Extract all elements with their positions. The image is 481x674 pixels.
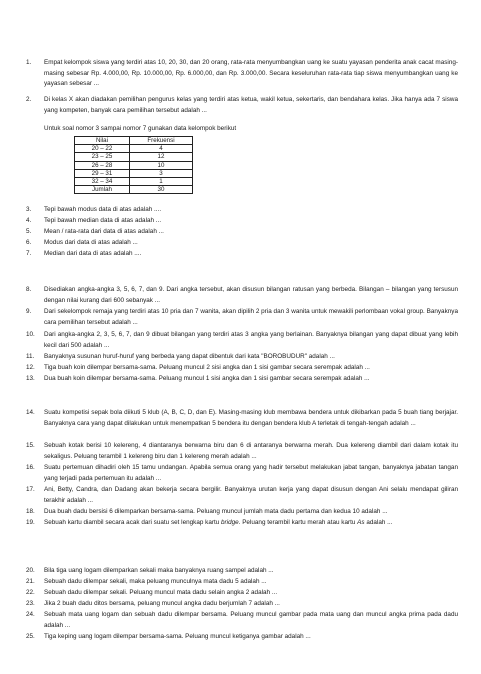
question-9 [26, 307, 458, 328]
question-number: 2. [26, 96, 32, 103]
question-text: Bila tiga uang logam dilemparkan sekali maka banyaknya ruang sampel adalah ... [44, 567, 274, 574]
table-header-row [75, 137, 193, 145]
question-6 [26, 238, 458, 249]
table-header: Nilai [75, 137, 130, 145]
question-13 [26, 374, 458, 385]
question-text: Dari angka-angka 2, 3, 5, 6, 7, dan 9 dibuat bilangan yang terdiri atas 3 angka yang berlainan. Banyaknya bilangan yang dapat dibuat yang lebih kecil dari 500 adalah ... [44, 331, 458, 349]
question-text-part: adalah ... [366, 519, 393, 526]
question-text: Jika 2 buah dadu ditos bersama, peluang muncul angka dadu berjumlah 7 adalah ... [44, 600, 280, 607]
table-cell: 4 [130, 145, 193, 153]
question-number: 1. [26, 59, 32, 66]
question-number: 7. [26, 250, 32, 257]
question-2 [26, 95, 458, 116]
question-text: Suatu pertemuan dihadiri oleh 15 tamu undangan. Apabila semua orang yang hadir tersebut melakukan jabat tangan, banyaknya jabatan tangan yang terjadi pada pertemuan itu adalah ... [44, 464, 458, 482]
question-number: 4. [26, 217, 32, 224]
table-row [75, 145, 193, 153]
question-number: 5. [26, 228, 32, 235]
table-row [75, 161, 193, 169]
question-19 [26, 518, 458, 529]
question-text: Tepi bawah median data di atas adalah ... [44, 217, 162, 224]
question-number: 14. [26, 409, 35, 416]
question-number: 3. [26, 206, 32, 213]
question-12 [26, 363, 458, 374]
table-total-row [75, 186, 193, 194]
question-text-italic: As [357, 519, 365, 526]
question-1 [26, 58, 458, 90]
question-text: Tiga buah koin dilempar bersama-sama. Peluang muncul 2 sisi angka dan 1 sisi gambar secara serempak adalah ... [44, 364, 370, 371]
table-cell: 3 [130, 169, 193, 177]
table-header: Frekuensi [130, 137, 193, 145]
question-text: Dari sekelompok remaja yang terdiri atas 10 pria dan 7 wanita, akan dipilih 2 pria dan 3 wanita untuk mewakili perlombaan vokal group. Banyaknya cara pemilihan tersebut adalah ... [44, 308, 458, 326]
question-text: Tepi bawah modus data di atas adalah .... [44, 206, 162, 213]
question-text: Di kelas X akan diadakan pemilihan pengurus kelas yang terdiri atas ketua, wakil ketua, sekertaris, dan bendahara kelas. Jika hanya ada 7 siswa yang kompeten, banyak cara pemilihan tersebut adalah ... [44, 96, 458, 114]
question-4 [26, 216, 458, 227]
question-23 [26, 599, 458, 610]
question-number: 12. [26, 364, 35, 371]
question-3 [26, 205, 458, 216]
question-number: 22. [26, 589, 35, 596]
question-text-part: . Peluang terambil kartu merah atau kartu [238, 519, 356, 526]
question-number: 11. [26, 353, 35, 360]
question-number: 15. [26, 442, 35, 449]
question-16 [26, 463, 458, 484]
question-number: 8. [26, 286, 32, 293]
question-number: 16. [26, 464, 35, 471]
question-number: 13. [26, 375, 35, 382]
question-21 [26, 577, 458, 588]
question-25 [26, 632, 458, 643]
question-17 [26, 485, 458, 506]
question-text: Disediakan angka-angka 3, 5, 6, 7, dan 9. Dari angka tersebut, akan disusun bilangan ratusan yang berbeda. Bilangan – bilangan yang tersusun dengan nilai kurang dari 600 sebanyak ... [44, 286, 458, 304]
question-text: Mean / rata-rata dari data di atas adalah ... [44, 228, 164, 235]
table-row [75, 169, 193, 177]
question-text: Ani, Betty, Candra, dan Dadang akan bekerja secara bergilir. Banyaknya urutan kerja yang dapat disusun dengan Ani selalu mendapat giliran terakhir adalah ... [44, 486, 458, 504]
question-number: 19. [26, 519, 35, 526]
question-number: 20. [26, 567, 35, 574]
question-15 [26, 441, 458, 462]
question-7 [26, 249, 458, 260]
question-text: Median dari data di atas adalah .... [44, 250, 142, 257]
table-cell: Jumlah [75, 186, 130, 194]
question-14 [26, 408, 458, 429]
question-text-part: Sebuah kartu diambil secara acak dari suatu set lengkap kartu [44, 519, 220, 526]
frequency-table [74, 136, 193, 194]
question-22 [26, 588, 458, 599]
question-8 [26, 285, 458, 306]
question-text: Banyaknya susunan huruf-huruf yang berbeda yang dapat dibentuk dari kata "BOROBUDUR" adalah ... [44, 353, 335, 360]
question-text: Sebuah dadu dilempar sekali. Peluang muncul mata dadu selain angka 2 adalah ... [44, 589, 278, 596]
table-cell: 23 – 25 [75, 153, 130, 161]
question-24 [26, 610, 458, 631]
question-text: Dua buah koin dilempar bersama-sama. Peluang muncul 1 sisi angka dan 1 sisi gambar secara serempak adalah ... [44, 375, 370, 382]
question-text: Empat kelompok siswa yang terdiri atas 10, 20, 30, dan 20 orang, rata-rata menyumbangkan uang ke suatu yayasan penderita anak cacat masing-masing sebesar Rp. 4.000,00, Rp. 10.000,00, Rp. 6.000,00, dan Rp. 3.000,00. Secara keseluruhan rata-rata tiap siswa menyumbangkan uang ke yayasan sebesar ... [44, 59, 458, 87]
table-row [75, 153, 193, 161]
table-cell: 29 – 31 [75, 169, 130, 177]
question-text: Tiga keping uang logam dilempar bersama-sama. Peluang muncul ketiganya gambar adalah ... [44, 633, 311, 640]
question-number: 17. [26, 486, 35, 493]
question-text: Sebuah dadu dilempar sekali, maka peluang munculnya mata dadu 5 adalah ... [44, 578, 267, 585]
table-cell: 10 [130, 161, 193, 169]
question-number: 6. [26, 239, 32, 246]
table-row [75, 178, 193, 186]
question-number: 10. [26, 331, 35, 338]
question-number: 23. [26, 600, 35, 607]
table-cell: 32 – 34 [75, 178, 130, 186]
table-cell: 30 [130, 186, 193, 194]
table-cell: 12 [130, 153, 193, 161]
table-cell: 1 [130, 178, 193, 186]
question-text: Sebuah kotak berisi 10 kelereng, 4 diantaranya berwarna biru dan 6 di antaranya berwarna merah. Dua kelereng diambil dari dalam kotak itu sekaligus. Peluang terambil 1 kelereng biru dan 1 kelereng merah adalah ... [44, 442, 458, 460]
question-text: Dua buah dadu bersisi 6 dilemparkan bersama-sama. Peluang muncul jumlah mata dadu pertama dan kedua 10 adalah ... [44, 508, 388, 515]
question-20 [26, 566, 458, 577]
question-number: 18. [26, 508, 35, 515]
question-18 [26, 507, 458, 518]
question-text-italic: bridge [221, 519, 239, 526]
question-text [44, 518, 458, 529]
question-number: 25. [26, 633, 35, 640]
question-text: Modus dari data di atas adalah ... [44, 239, 138, 246]
question-number: 24. [26, 611, 35, 618]
question-number: 21. [26, 578, 35, 585]
question-10 [26, 330, 458, 351]
question-text: Sebuah mata uang logam dan sebuah dadu dilempar bersama. Peluang muncul gambar pada mata uang dan muncul angka prima pada dadu adalah ... [44, 611, 458, 629]
table-cell: 26 – 28 [75, 161, 130, 169]
question-number: 9. [26, 308, 32, 315]
table-cell: 20 – 22 [75, 145, 130, 153]
question-5 [26, 227, 458, 238]
question-text: Suatu kompetisi sepak bola diikuti 5 klub (A, B, C, D, dan E). Masing-masing klub membawa bendera untuk dikibarkan pada 5 buah tiang berjajar. Banyaknya cara yang dapat dilakukan untuk menempatkan 5 bendera itu dengan bendera klub A terletak di tengah-tengah adalah ... [44, 409, 458, 427]
question-11 [26, 352, 458, 363]
table-intro: Untuk soal nomor 3 sampai nomor 7 gunakan data kelompok berikut [44, 125, 237, 132]
